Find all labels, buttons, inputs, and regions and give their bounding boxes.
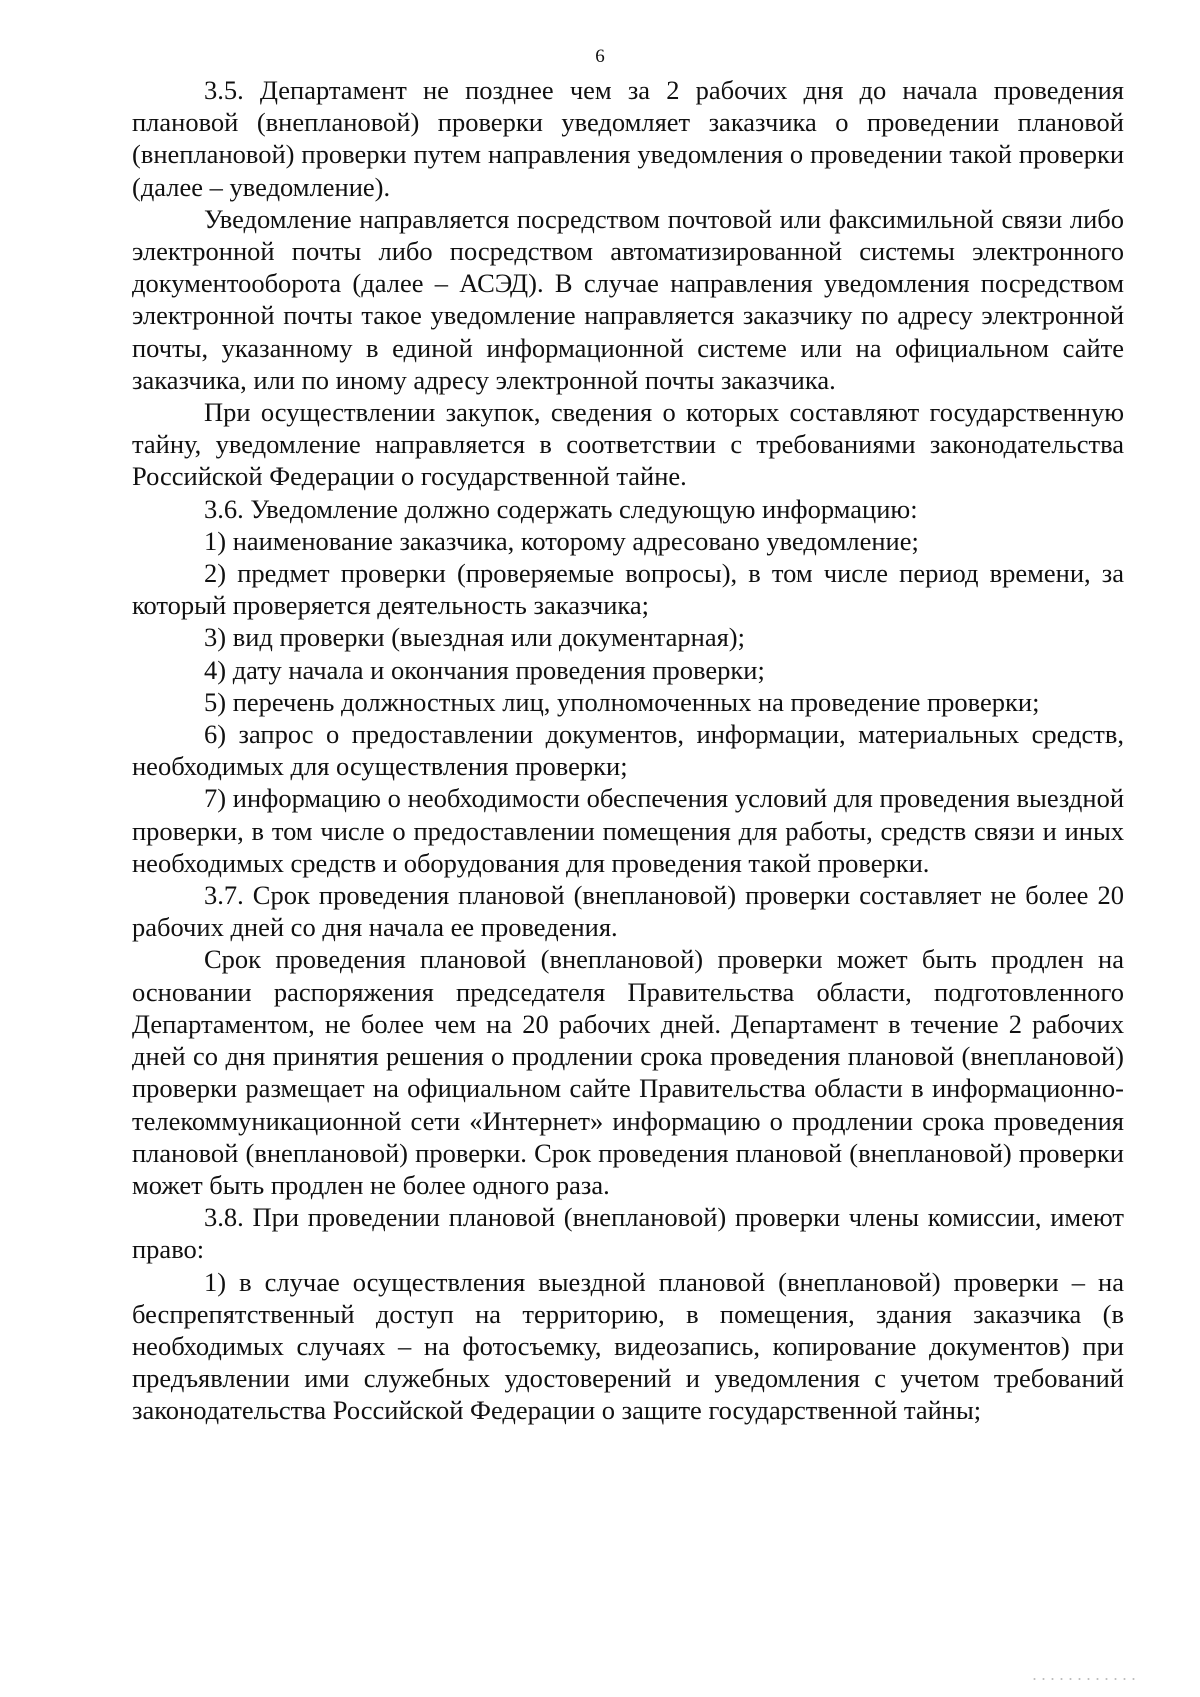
paragraph-state-secret: При осуществлении закупок, сведения о которых составляют государственную тайну, уведомление направляется в соответствии с требованиями законодательства Российской Федерации о государственной тайне. [132,397,1124,492]
list-item-7: 7) информацию о необходимости обеспечения условий для проведения выездной проверки, в том числе о предоставлении помещения для работы, средств связи и иных необходимых средств и оборудования для проведения такой проверки. [132,783,1124,878]
paragraph-3-6: 3.6. Уведомление должно содержать следующую информацию: [204,493,918,524]
paragraph-3-7: 3.7. Срок проведения плановой (внеплановой) проверки составляет не более 20 рабочих дней со дня начала ее проведения. [132,880,1124,943]
rights-item-1: 1) в случае осуществления выездной плановой (внеплановой) проверки – на беспрепятственный доступ на территорию, в помещения, здания заказчика (в необходимых случаях – на фотосъемку, видеозапись, копирование документов) при предъявлении ими служебных удостоверений и уведомления с учетом требований законодательства Российской Федерации о защите государственной тайны; [132,1266,1124,1426]
paragraph-extension: Срок проведения плановой (внеплановой) проверки может быть продлен на основании распоряжения председателя Правительства области, подготовленного Департаментом, не более чем на 20 рабочих дней. Департамент в течение 2 рабочих дней со дня принятия решения о продлении срока проведения плановой (внеплановой) проверки размещает на официальном сайте Правительства области в информационно-телекоммуникационной сети «Интернет» информацию о продлении срока проведения плановой (внеплановой) проверки. Срок проведения плановой (внеплановой) проверки может быть продлен не более одного раза. [132,944,1124,1200]
document-body [132,74,1124,1427]
list-item-6: 6) запрос о предоставлении документов, информации, материальных средств, необходимых для осуществления проверки; [132,719,1124,782]
scan-artifact [1030,1676,1140,1682]
paragraph-3-8: 3.8. При проведении плановой (внеплановой) проверки члены комиссии, имеют право: [132,1202,1124,1265]
list-item-2: 2) предмет проверки (проверяемые вопросы), в том числе период времени, за который проверяется деятельность заказчика; [132,558,1124,621]
list-item-4: 4) дату начала и окончания проведения проверки; [204,654,765,685]
list-item-5: 5) перечень должностных лиц, уполномоченных на проведение проверки; [204,686,1040,717]
page-number: 6 [595,46,605,67]
paragraph-3-5: 3.5. Департамент не позднее чем за 2 рабочих дня до начала проведения плановой (внеплановой) проверки уведомляет заказчика о проведении плановой (внеплановой) проверки путем направления уведомления о проведении такой проверки (далее – уведомление). [132,75,1124,202]
list-item-3: 3) вид проверки (выездная или документарная); [204,622,745,653]
paragraph-notification-channels: Уведомление направляется посредством почтовой или факсимильной связи либо электронной почты либо посредством автоматизированной системы электронного документооборота (далее – АСЭД). В случае направления уведомления посредством электронной почты такое уведомление направляется заказчику по адресу электронной почты, указанному в единой информационной системе или на официальном сайте заказчика, или по иному адресу электронной почты заказчика. [132,203,1124,395]
list-item-1: 1) наименование заказчика, которому адресовано уведомление; [204,525,919,556]
